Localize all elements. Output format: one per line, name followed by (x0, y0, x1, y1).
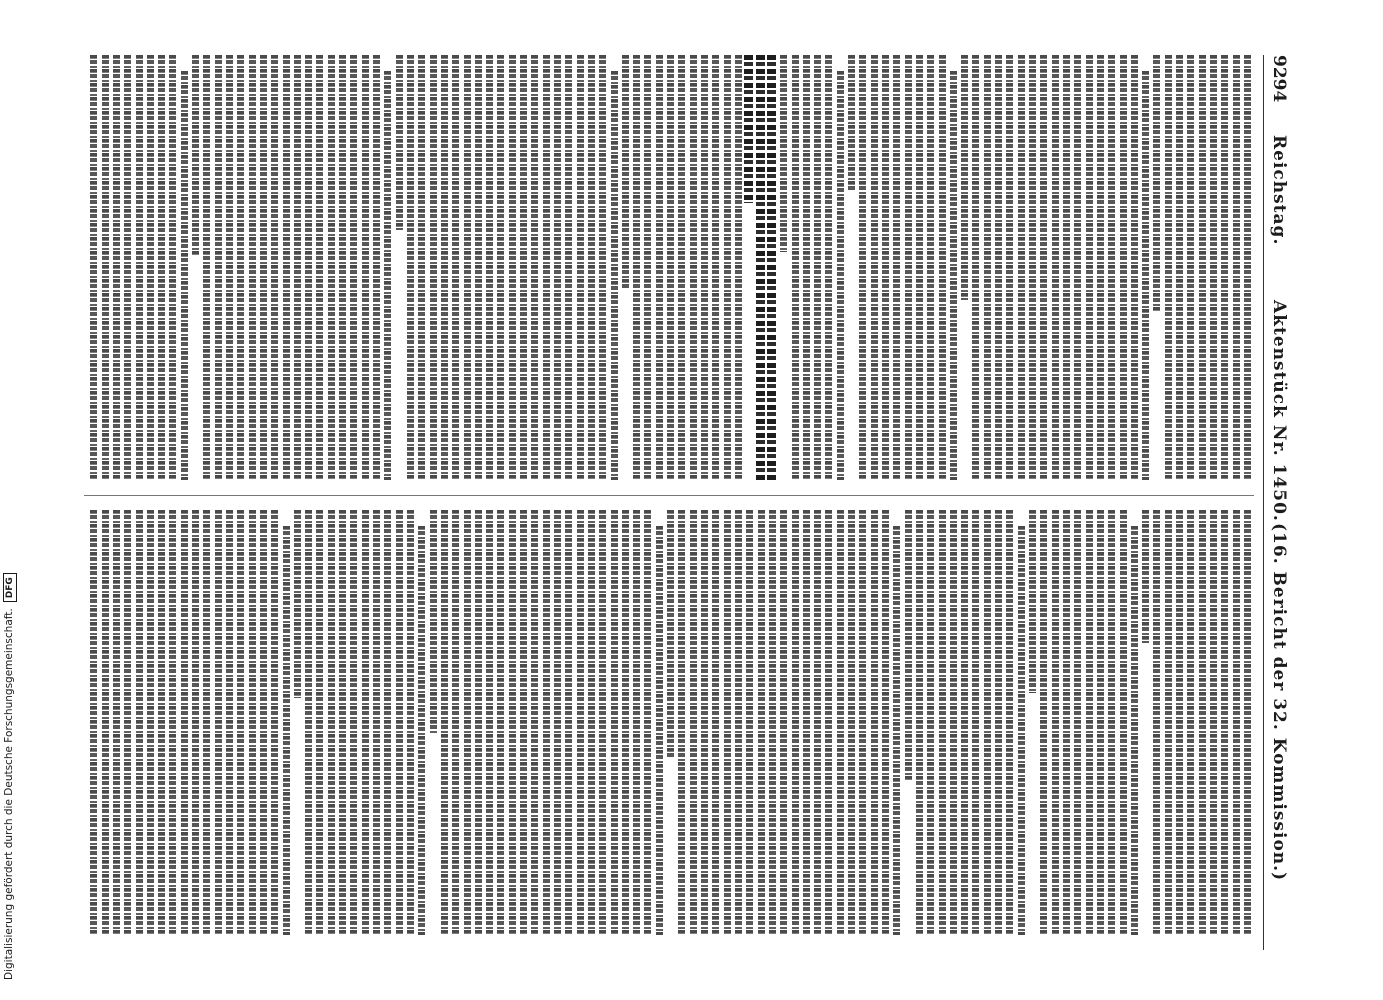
text-line (509, 55, 516, 480)
text-line (724, 55, 731, 480)
text-line (588, 510, 595, 935)
text-line (260, 55, 267, 480)
text-line (452, 55, 459, 480)
text-line (215, 510, 222, 935)
text-line (249, 510, 256, 935)
header-title: Reichstag. (1269, 135, 1289, 246)
text-line (464, 55, 471, 480)
text-line (554, 510, 561, 935)
text-line (1007, 55, 1014, 480)
text-line (939, 55, 946, 480)
text-line (792, 510, 799, 935)
text-line (237, 55, 244, 480)
column-divider (84, 495, 1254, 496)
text-line (577, 510, 584, 935)
text-line (848, 510, 855, 935)
text-line (520, 510, 527, 935)
text-line (950, 510, 957, 935)
text-line (351, 510, 358, 935)
text-line (633, 55, 640, 480)
text-line (215, 55, 222, 480)
text-line (1108, 510, 1115, 935)
text-line (803, 55, 810, 480)
text-line (294, 510, 301, 698)
credit-text: Digitalisierung gefördert durch die Deutsche Forschungsgemeinschaft. (3, 608, 15, 980)
text-line (305, 510, 312, 935)
text-line (1176, 510, 1183, 935)
text-line (362, 55, 369, 480)
text-line (1108, 55, 1115, 480)
text-line (328, 55, 335, 480)
text-line (1210, 510, 1217, 935)
text-line (418, 526, 425, 935)
text-line (226, 510, 233, 935)
text-line (351, 55, 358, 480)
text-line (667, 55, 674, 480)
text-line (1097, 55, 1104, 480)
text-line (531, 55, 538, 480)
text-line (1029, 55, 1036, 480)
text-line (498, 510, 505, 935)
text-line (136, 510, 143, 935)
text-line (1199, 55, 1206, 480)
text-line (113, 55, 120, 480)
text-line (893, 55, 900, 480)
text-line (690, 55, 697, 480)
text-line (679, 510, 686, 935)
text-line (531, 510, 538, 935)
text-line (90, 510, 97, 935)
text-line (1154, 510, 1161, 935)
text-line (170, 55, 177, 480)
text-line (645, 55, 652, 480)
text-line (158, 510, 165, 935)
text-line (1187, 55, 1194, 480)
text-line (814, 55, 821, 480)
text-line (384, 510, 391, 935)
text-line (622, 55, 629, 290)
text-line (124, 510, 131, 935)
text-line (712, 55, 719, 480)
text-line (1244, 55, 1251, 480)
text-line (418, 55, 425, 480)
text-line (1052, 55, 1059, 480)
text-line (192, 510, 199, 935)
text-line (1154, 55, 1161, 311)
text-line (1131, 55, 1138, 480)
text-line (192, 55, 199, 256)
text-line (803, 510, 810, 935)
text-line (90, 55, 97, 480)
text-line (464, 510, 471, 935)
text-line (102, 55, 109, 480)
text-line (622, 510, 629, 935)
text-line (441, 55, 448, 480)
text-line (769, 510, 776, 935)
text-line (260, 510, 267, 935)
text-line (147, 510, 154, 935)
text-line (758, 510, 765, 935)
text-line (1142, 71, 1149, 480)
text-line (735, 55, 742, 480)
text-line (679, 55, 686, 480)
text-line (362, 510, 369, 935)
text-line (744, 55, 753, 203)
text-line (1233, 55, 1240, 480)
text-line (871, 510, 878, 935)
text-line (396, 55, 403, 230)
text-line (1221, 55, 1228, 480)
text-line (373, 510, 380, 935)
text-line (780, 510, 787, 935)
header-rule (1263, 55, 1264, 950)
text-line (1063, 55, 1070, 480)
text-line (1187, 510, 1194, 935)
text-line (441, 510, 448, 935)
text-line (656, 55, 663, 480)
text-line (1199, 510, 1206, 935)
text-line (645, 510, 652, 935)
page-header (1268, 55, 1290, 950)
text-line (1120, 510, 1127, 935)
text-line (271, 55, 278, 480)
text-line (226, 55, 233, 480)
text-line (339, 510, 346, 935)
text-line (1052, 510, 1059, 935)
text-column-right (87, 510, 1252, 935)
text-line (724, 510, 731, 935)
text-line (701, 55, 708, 480)
text-line (170, 510, 177, 935)
text-line (939, 510, 946, 935)
text-line (1165, 55, 1172, 480)
text-line (735, 510, 742, 935)
text-line (767, 55, 776, 480)
text-line (1097, 510, 1104, 935)
text-line (475, 55, 482, 480)
text-line (407, 55, 414, 480)
text-line (305, 55, 312, 480)
text-line (203, 510, 210, 935)
text-line (995, 55, 1002, 480)
text-line (317, 55, 324, 480)
text-line (1176, 55, 1183, 480)
text-line (1074, 510, 1081, 935)
text-line (701, 510, 708, 935)
text-line (756, 55, 765, 480)
text-line (690, 510, 697, 935)
text-line (1029, 510, 1036, 693)
text-line (1142, 510, 1149, 643)
text-line (203, 55, 210, 480)
text-line (113, 510, 120, 935)
text-line (1074, 55, 1081, 480)
digitization-credit (2, 0, 18, 1000)
page-number: 9294 (1269, 55, 1289, 103)
text-line (328, 510, 335, 935)
text-line (1040, 55, 1047, 480)
text-line (893, 526, 900, 935)
text-line (565, 510, 572, 935)
text-line (554, 55, 561, 480)
text-line (746, 510, 753, 935)
text-line (237, 510, 244, 935)
text-line (712, 510, 719, 935)
text-line (826, 55, 833, 480)
text-line (995, 510, 1002, 935)
text-line (565, 55, 572, 480)
text-line (1120, 55, 1127, 480)
text-line (611, 510, 618, 935)
text-line (916, 55, 923, 480)
text-line (102, 510, 109, 935)
text-line (1086, 510, 1093, 935)
text-line (1131, 526, 1138, 935)
text-line (181, 71, 188, 480)
text-line (871, 55, 878, 480)
text-line (1007, 510, 1014, 935)
header-section: (16. Bericht der 32. Kommission.) (1269, 523, 1289, 882)
text-line (882, 55, 889, 480)
text-line (1086, 55, 1093, 480)
text-line (1018, 526, 1025, 935)
text-line (452, 510, 459, 935)
text-line (961, 55, 968, 300)
text-line (158, 55, 165, 480)
text-line (181, 510, 188, 935)
text-line (1233, 510, 1240, 935)
text-line (1221, 510, 1228, 935)
text-line (1063, 510, 1070, 935)
text-line (339, 55, 346, 480)
text-line (916, 510, 923, 935)
text-line (124, 55, 131, 480)
text-line (859, 55, 866, 480)
text-line (1210, 55, 1217, 480)
text-line (1018, 55, 1025, 480)
text-line (520, 55, 527, 480)
text-line (475, 510, 482, 935)
text-line (486, 510, 493, 935)
text-line (984, 510, 991, 935)
text-line (927, 510, 934, 935)
text-line (384, 71, 391, 480)
text-line (814, 510, 821, 935)
text-line (950, 71, 957, 480)
text-line (509, 510, 516, 935)
text-line (147, 55, 154, 480)
text-line (973, 510, 980, 935)
text-line (430, 510, 437, 734)
text-line (577, 55, 584, 480)
text-line (848, 55, 855, 190)
text-line (294, 55, 301, 480)
text-line (792, 55, 799, 480)
text-line (656, 526, 663, 935)
text-line (283, 526, 290, 935)
text-line (905, 55, 912, 480)
text-line (1244, 510, 1251, 935)
text-line (927, 55, 934, 480)
text-line (599, 55, 606, 480)
text-line (837, 510, 844, 935)
text-line (543, 510, 550, 935)
credit-line (2, 573, 17, 980)
text-line (1040, 510, 1047, 935)
text-line (826, 510, 833, 935)
text-line (1165, 510, 1172, 935)
text-line (905, 510, 912, 780)
text-line (283, 55, 290, 480)
text-line (430, 55, 437, 480)
text-line (837, 71, 844, 480)
text-line (317, 510, 324, 935)
text-column-left (87, 55, 1252, 480)
dfg-logo-icon: DFG (3, 573, 17, 602)
text-line (136, 55, 143, 480)
text-line (271, 510, 278, 935)
text-line (984, 55, 991, 480)
text-line (486, 55, 493, 480)
text-line (249, 55, 256, 480)
text-line (882, 510, 889, 935)
text-line (498, 55, 505, 480)
text-line (611, 71, 618, 480)
text-line (588, 55, 595, 480)
text-line (599, 510, 606, 935)
page-content (80, 55, 1290, 950)
text-line (373, 55, 380, 480)
text-line (407, 510, 414, 935)
text-line (973, 55, 980, 480)
text-line (543, 55, 550, 480)
text-line (961, 510, 968, 935)
text-line (633, 510, 640, 935)
text-line (667, 510, 674, 757)
text-line (396, 510, 403, 935)
header-document-number: Aktenstück Nr. 1450. (1269, 300, 1289, 522)
text-line (780, 55, 787, 252)
text-line (859, 510, 866, 935)
